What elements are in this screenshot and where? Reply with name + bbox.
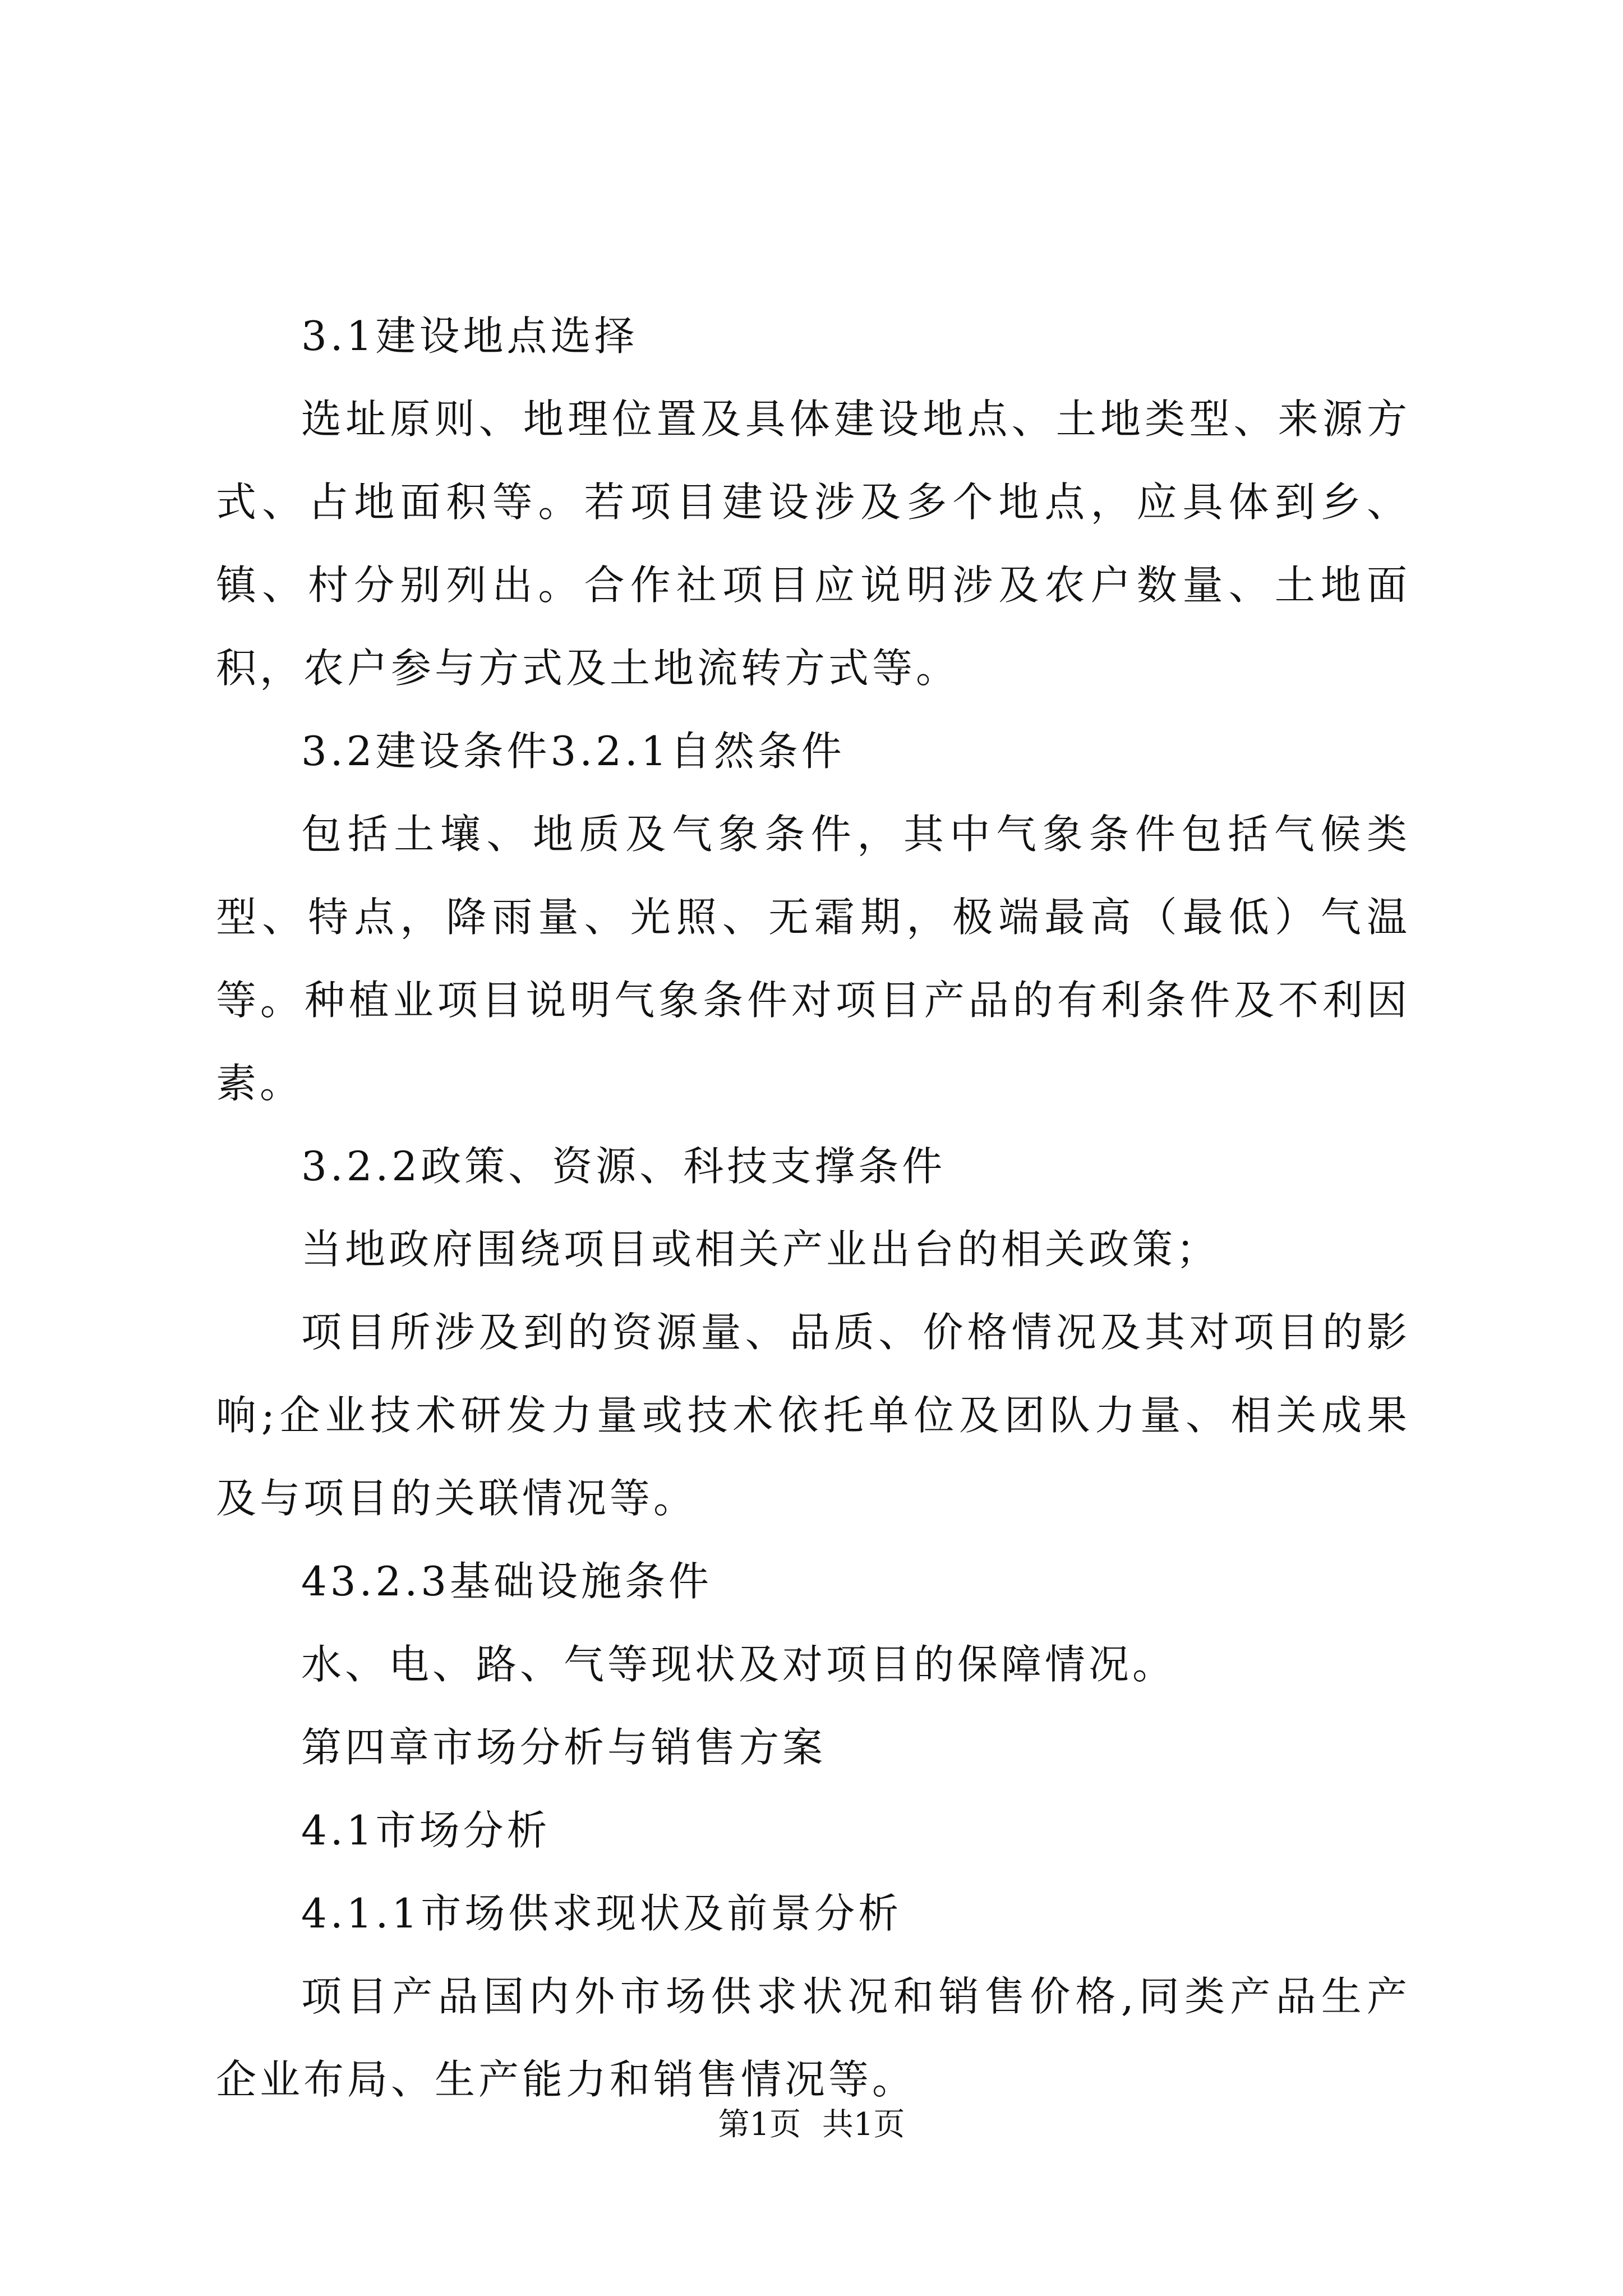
chapter-heading-4: 第四章市场分析与销售方案 — [301, 1724, 827, 1771]
paragraph-infrastructure: 水、电、路、气等现状及对项目的保障情况。 — [301, 1641, 1177, 1688]
paragraph-site-selection: 选址原则、地理位置及具体建设地点、土地类型、来源方式、占地面积等。若项目建设涉及多个地点，应具体到乡、镇、村分别列出。合作社项目应说明涉及农户数量、土地面积，农户参与方式及土地流转方式等。 — [216, 395, 1410, 692]
section-heading-4-1-1: 4.1.1市场供求现状及前景分析 — [301, 1890, 902, 1937]
paragraph-local-policy: 当地政府围绕项目或相关产业出台的相关政策； — [301, 1226, 1220, 1273]
section-heading-3-1: 3.1建设地点选择 — [301, 312, 638, 360]
paragraph-resources-technology: 项目所涉及到的资源量、品质、价格情况及其对项目的影响;企业技术研发力量或技术依托单位及团队力量、相关成果及与项目的关联情况等。 — [216, 1309, 1410, 1522]
section-heading-3-2-3: 43.2.3基础设施条件 — [301, 1558, 713, 1605]
document-body — [216, 295, 1410, 2121]
page-total-label: 共1页 — [822, 2106, 905, 2143]
paragraph-natural-conditions: 包括土壤、地质及气象条件，其中气象条件包括气候类型、特点，降雨量、光照、无霜期，极端最高（最低）气温等。种植业项目说明气象条件对项目产品的有利条件及不利因素。 — [216, 811, 1410, 1107]
section-heading-4-1: 4.1市场分析 — [301, 1807, 551, 1854]
paragraph-market-supply: 项目产品国内外市场供求状况和销售价格,同类产品生产企业布局、生产能力和销售情况等。 — [216, 1973, 1410, 2103]
section-heading-3-2: 3.2建设条件3.2.1自然条件 — [301, 728, 845, 775]
page-footer — [0, 2102, 1623, 2147]
page-number-label: 第1页 — [718, 2106, 801, 2143]
section-heading-3-2-2: 3.2.2政策、资源、科技支撑条件 — [301, 1143, 946, 1190]
